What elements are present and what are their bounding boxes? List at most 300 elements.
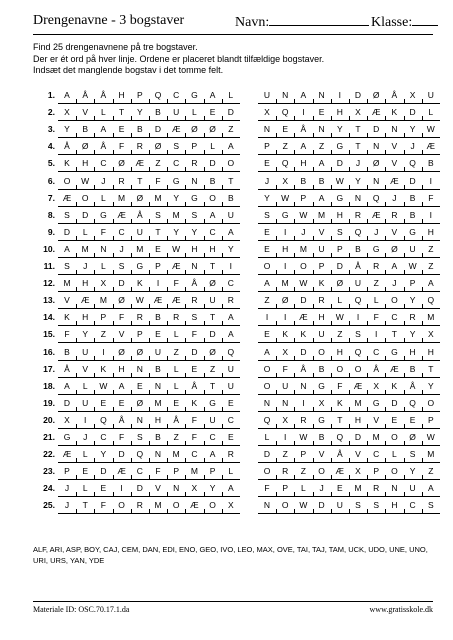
cell-separator [131, 99, 132, 103]
cell-separator [204, 356, 205, 360]
letter-cell: D [354, 90, 362, 100]
letter-cell: Æ [117, 466, 126, 477]
cell-separator [204, 202, 205, 206]
cell-separator [76, 185, 77, 189]
letter-cell: R [118, 175, 125, 186]
cell-separator [404, 270, 405, 274]
letter-cell: K [282, 329, 289, 340]
letter-cell: Q [336, 432, 344, 442]
letter-cell: N [173, 483, 180, 494]
cell-separator [113, 424, 114, 428]
cell-separator [331, 475, 332, 479]
letter-cell: O [227, 158, 235, 169]
letter-cell: Å [136, 209, 143, 220]
letter-cell: V [373, 414, 380, 425]
cell-separator [422, 373, 423, 377]
letter-cell: U [136, 226, 143, 237]
letter-cell: V [118, 329, 125, 340]
cell-separator [313, 253, 314, 257]
cell-separator [94, 304, 95, 308]
letter-cell: J [119, 243, 124, 254]
letter-cell: Y [173, 192, 180, 203]
cell-separator [185, 116, 186, 120]
letter-cell: L [264, 432, 270, 442]
cell-separator [276, 390, 277, 394]
letter-cell: L [101, 261, 106, 271]
letter-cell: I [120, 483, 123, 494]
letter-cell: Æ [371, 209, 381, 220]
cell-separator [422, 304, 423, 308]
letter-cell: Å [409, 380, 416, 391]
cell-separator [367, 133, 368, 137]
cell-separator [367, 202, 368, 206]
cell-separator [167, 133, 168, 137]
cell-separator [276, 116, 277, 120]
letter-cell: H [427, 226, 434, 237]
cell-separator [113, 390, 114, 394]
letter-cell: M [190, 466, 198, 477]
cell-separator [367, 270, 368, 274]
letter-cell: Æ [390, 175, 399, 186]
cell-separator [385, 373, 386, 377]
letter-cell: Q [372, 192, 380, 203]
letter-cell: T [428, 363, 434, 374]
cell-separator [149, 304, 150, 308]
letter-cell: Y [82, 329, 89, 340]
letter-cell: Y [409, 295, 416, 306]
letter-cell: I [429, 175, 432, 186]
letter-cell: B [155, 363, 161, 374]
row-number: 25. [43, 500, 55, 511]
letter-cell: L [228, 466, 234, 477]
cell-separator [276, 441, 277, 445]
cell-separator [276, 321, 277, 325]
letter-cell: T [228, 175, 234, 186]
row-number: 6. [47, 175, 55, 186]
cell-separator [222, 424, 223, 428]
letter-cell: C [173, 158, 180, 169]
cell-separator [367, 475, 368, 479]
cell-separator [276, 253, 277, 257]
cell-separator [385, 185, 386, 189]
cell-separator [94, 270, 95, 274]
cell-separator [367, 356, 368, 360]
cell-separator [422, 509, 423, 513]
cell-separator [131, 150, 132, 154]
letter-cell: W [335, 175, 344, 186]
cell-separator [222, 356, 223, 360]
cell-separator [294, 321, 295, 325]
cell-separator [94, 373, 95, 377]
cell-separator [294, 373, 295, 377]
letter-cell: U [318, 243, 325, 254]
letter-cell: Z [155, 158, 161, 169]
cell-separator [222, 219, 223, 223]
class-label: Klasse: [371, 15, 413, 30]
cell-separator [349, 304, 350, 308]
cell-separator [76, 458, 77, 462]
letter-cell: Ø [136, 397, 144, 408]
row-number: 7. [47, 192, 55, 203]
cell-separator [167, 219, 168, 223]
letter-cell: L [210, 141, 215, 152]
cell-separator [349, 390, 350, 394]
letter-cell: Å [118, 414, 125, 425]
cell-separator [385, 167, 386, 171]
letter-cell: D [227, 107, 234, 118]
letter-cell: T [209, 261, 216, 271]
cell-separator [276, 458, 277, 462]
letter-cell: A [209, 449, 216, 460]
cell-separator [404, 321, 405, 325]
cell-separator [131, 304, 132, 308]
letter-cell: X [282, 346, 289, 357]
cell-separator [94, 167, 95, 171]
website-link[interactable]: www.gratisskole.dk [369, 605, 433, 614]
letter-cell: O [281, 500, 289, 511]
cell-separator [167, 116, 168, 120]
letter-cell: B [318, 175, 325, 186]
cell-separator [422, 321, 423, 325]
letter-cell: S [336, 226, 343, 237]
cell-separator [76, 441, 77, 445]
cell-separator [149, 202, 150, 206]
letter-cell: O [81, 192, 89, 203]
letter-cell: Æ [135, 158, 145, 169]
letter-cell: U [209, 414, 216, 425]
class-field[interactable] [371, 13, 438, 33]
cell-separator [349, 133, 350, 137]
letter-cell: Z [300, 466, 306, 477]
letter-cell: S [191, 312, 198, 323]
cell-separator [313, 509, 314, 513]
letter-cell: L [82, 483, 88, 494]
letter-cell: M [354, 397, 362, 408]
cell-separator [149, 338, 150, 342]
letter-cell: S [409, 449, 416, 460]
letter-cell: L [373, 295, 379, 306]
cell-separator [276, 236, 277, 240]
cell-separator [349, 458, 350, 462]
cell-separator [313, 219, 314, 223]
name-label: Navn: [235, 15, 270, 30]
cell-separator [222, 270, 223, 274]
cell-separator [167, 424, 168, 428]
letter-cell: Q [154, 90, 162, 100]
cell-separator [149, 373, 150, 377]
letter-cell: P [173, 466, 180, 477]
cell-separator [349, 116, 350, 120]
cell-separator [385, 287, 386, 291]
puzzle-row [0, 155, 453, 171]
letter-cell: P [136, 329, 143, 340]
letter-cell: B [155, 432, 161, 442]
letter-cell: G [409, 226, 416, 237]
cell-separator [222, 133, 223, 137]
cell-separator [167, 407, 168, 411]
letter-cell: A [227, 483, 234, 494]
letter-cell: A [209, 209, 216, 220]
letter-cell: Å [64, 363, 70, 374]
cell-separator [76, 287, 77, 291]
cell-separator [404, 373, 405, 377]
cell-separator [94, 321, 95, 325]
row-number: 13. [43, 295, 55, 306]
cell-separator [113, 99, 114, 103]
letter-cell: R [373, 483, 380, 494]
letter-cell: R [409, 312, 416, 323]
letter-cell: S [173, 141, 180, 152]
cell-separator [204, 304, 205, 308]
cell-separator [367, 304, 368, 308]
letter-cell: Ø [118, 295, 125, 306]
letter-cell: I [265, 312, 269, 323]
letter-cell: W [281, 192, 290, 203]
cell-separator [367, 99, 368, 103]
cell-separator [404, 185, 405, 189]
cell-separator [349, 424, 350, 428]
letter-cell: Æ [353, 380, 363, 391]
letter-cell: E [118, 397, 125, 408]
letter-cell: M [81, 243, 89, 254]
cell-separator [385, 492, 386, 496]
cell-separator [331, 356, 332, 360]
letter-cell: P [336, 243, 343, 254]
cell-separator [113, 116, 114, 120]
letter-cell: B [136, 124, 143, 135]
cell-separator [331, 133, 332, 137]
letter-cell: Y [427, 380, 434, 391]
letter-cell: D [63, 226, 71, 237]
row-number: 18. [43, 380, 55, 391]
cell-separator [385, 407, 386, 411]
letter-cell: F [173, 278, 179, 289]
cell-separator [422, 270, 423, 274]
cell-separator [204, 270, 205, 274]
cell-separator [131, 321, 132, 325]
letter-cell: U [263, 90, 271, 100]
cell-separator [185, 270, 186, 274]
cell-separator [422, 287, 423, 291]
letter-cell: E [100, 397, 107, 408]
letter-cell: Ø [209, 278, 216, 289]
letter-cell: D [191, 346, 198, 357]
letter-cell: Æ [299, 312, 308, 323]
letter-cell: I [156, 278, 160, 289]
row-number: 2. [47, 107, 55, 118]
letter-cell: I [284, 312, 287, 323]
letter-cell: P [318, 261, 325, 271]
cell-separator [149, 167, 150, 171]
letter-cell: K [64, 158, 70, 169]
cell-separator [276, 356, 277, 360]
letter-cell: W [408, 261, 417, 271]
cell-separator [313, 202, 314, 206]
letter-cell: H [391, 500, 398, 511]
letter-cell: W [299, 432, 308, 442]
letter-cell: E [227, 397, 234, 408]
letter-cell: H [118, 363, 125, 374]
letter-cell: Æ [426, 141, 436, 152]
letter-cell: I [429, 209, 432, 220]
cell-separator [294, 150, 295, 154]
cell-separator [294, 441, 295, 445]
letter-cell: O [209, 500, 216, 511]
letter-cell: F [264, 483, 270, 494]
letter-cell: D [391, 397, 398, 408]
cell-separator [149, 270, 150, 274]
letter-cell: E [264, 226, 270, 237]
cell-separator [113, 475, 114, 479]
letter-cell: D [336, 158, 343, 169]
letter-cell: Q [354, 226, 362, 237]
letter-cell: O [172, 500, 180, 511]
cell-separator [404, 116, 405, 120]
letter-cell: S [427, 500, 434, 511]
cell-separator [367, 407, 368, 411]
letter-cell: R [173, 312, 180, 323]
cell-separator [313, 407, 314, 411]
cell-separator [276, 338, 277, 342]
cell-separator [113, 458, 114, 462]
letter-cell: Ø [336, 278, 344, 289]
cell-separator [222, 407, 223, 411]
cell-separator [294, 356, 295, 360]
cell-separator [422, 441, 423, 445]
letter-cell: O [63, 175, 71, 186]
letter-cell: U [227, 209, 234, 220]
word-list: ALF, ARI, ASP, BOY, CAJ, CEM, DAN, EDI, ENO, GEO, IVO, LEO, MAX, OVE, TAI, TAJ, TAM, UCK, UDO, UNE, UNO, URI, URS, YAN, YDE [33, 545, 428, 565]
cell-separator [131, 167, 132, 171]
letter-cell: C [227, 414, 234, 425]
letter-cell: G [136, 261, 144, 271]
cell-separator [422, 458, 423, 462]
letter-cell: Q [281, 158, 289, 169]
cell-separator [76, 150, 77, 154]
cell-separator [276, 304, 277, 308]
letter-cell: K [64, 312, 70, 323]
cell-separator [313, 321, 314, 325]
cell-separator [167, 390, 168, 394]
cell-separator [313, 390, 314, 394]
letter-cell: U [82, 346, 89, 357]
letter-cell: H [300, 158, 307, 169]
letter-cell: O [209, 192, 216, 203]
cell-separator [385, 338, 386, 342]
letter-cell: W [299, 278, 308, 289]
puzzle-row [0, 480, 453, 496]
letter-cell: N [263, 397, 271, 408]
letter-cell: H [409, 346, 416, 357]
letter-cell: K [100, 363, 107, 374]
letter-cell: Å [300, 363, 307, 374]
letter-cell: J [301, 226, 306, 237]
cell-separator [313, 424, 314, 428]
letter-cell: Ø [118, 346, 125, 357]
cell-separator [76, 492, 77, 496]
letter-cell: L [428, 107, 434, 118]
cell-separator [222, 202, 223, 206]
letter-cell: Y [136, 107, 143, 118]
cell-separator [294, 492, 295, 496]
cell-separator [76, 99, 77, 103]
row-number: 19. [43, 397, 55, 408]
letter-cell: A [64, 380, 70, 391]
cell-separator [222, 304, 223, 308]
letter-cell: Q [409, 397, 416, 408]
letter-cell: Æ [335, 466, 345, 477]
letter-cell: E [391, 414, 398, 425]
puzzle-row [0, 87, 453, 103]
cell-separator [94, 185, 95, 189]
cell-separator [94, 116, 95, 120]
cell-separator [94, 356, 95, 360]
cell-separator [113, 270, 114, 274]
letter-cell: J [319, 483, 324, 494]
letter-cell: V [391, 158, 398, 169]
letter-cell: P [209, 466, 216, 477]
cell-separator [349, 167, 350, 171]
letter-cell: O [118, 500, 125, 511]
letter-cell: D [118, 278, 125, 289]
cell-separator [313, 475, 314, 479]
letter-cell: R [354, 209, 362, 220]
cell-separator [76, 509, 77, 513]
name-field[interactable] [235, 13, 369, 33]
cell-separator [276, 509, 277, 513]
letter-cell: Z [428, 466, 434, 477]
cell-separator [94, 390, 95, 394]
letter-cell: T [118, 107, 125, 118]
cell-separator [167, 270, 168, 274]
letter-cell: R [227, 295, 234, 306]
letter-cell: J [64, 483, 70, 494]
letter-cell: I [302, 397, 305, 408]
cell-separator [185, 304, 186, 308]
puzzle-row [0, 446, 453, 462]
cell-separator [131, 475, 132, 479]
letter-cell: I [229, 261, 232, 271]
letter-cell: J [392, 192, 397, 203]
letter-cell: R [191, 295, 198, 306]
class-blank-line [412, 13, 438, 26]
cell-separator [113, 492, 114, 496]
cell-separator [404, 253, 405, 257]
letter-cell: J [83, 432, 88, 442]
letter-cell: Z [373, 278, 379, 289]
letter-cell: H [82, 278, 89, 289]
row-number: 17. [43, 363, 55, 374]
letter-cell: F [373, 312, 379, 323]
cell-separator [76, 304, 77, 308]
letter-cell: Z [173, 432, 179, 442]
puzzle-row [0, 275, 453, 291]
instruction-line: Der er ét ord på hver linje. Ordene er placeret blandt tilfældige bogstaver. [33, 53, 325, 64]
letter-cell: F [428, 192, 434, 203]
letter-cell: K [300, 329, 307, 340]
cell-separator [149, 99, 150, 103]
cell-separator [404, 407, 405, 411]
puzzle-row [0, 309, 453, 325]
letter-cell: L [337, 295, 343, 306]
cell-separator [294, 185, 295, 189]
letter-cell: X [282, 414, 289, 425]
cell-separator [331, 116, 332, 120]
cell-separator [331, 167, 332, 171]
letter-cell: V [155, 483, 161, 494]
letter-cell: X [64, 414, 70, 425]
letter-cell: B [409, 363, 416, 374]
